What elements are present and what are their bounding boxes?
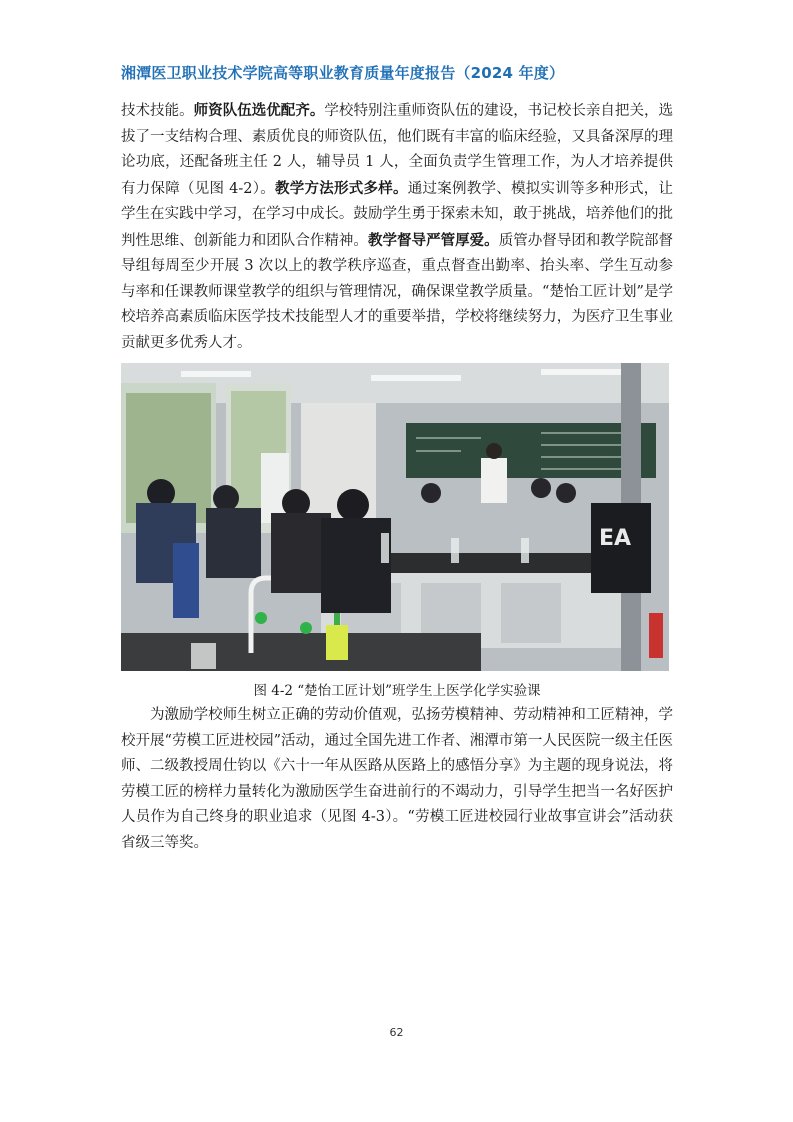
paragraph-text: 通过案例教学、模拟实训等多种形式，让学生在实践中学习，在学习中成长。鼓励学生勇于探索未知，敢于挑战，培养他们的批判性思维、创新能力和团队合作精神。 bbox=[121, 180, 673, 249]
paragraph-text: 学校特别注重师资队伍的建设，书记校长亲自把关，选拔了一支结构合理、素质优良的师资队伍，他们既有丰富的临床经验，又具备深厚的理论功底，还配备班主任 2 人，辅导员 1 人，全面负责学生管理工作，为人才培养提供有力保障（见图 4-2）。 bbox=[121, 103, 674, 197]
body-paragraph-2: 为激励学校师生树立正确的劳动价值观，弘扬劳模精神、劳动精神和工匠精神，学校开展“劳模工匠进校园”活动，通过全国先进工作者、湘潭市第一人民医院一级主任医师、二级教授周仕钧以《六十一年从医路从医路上的感悟分享》为主题的现身说法，将劳模工匠的榜样力量转化为激励医学生奋进前行的不竭动力，引导学生把当一名好医护人员作为自己终身的职业追求（见图 4-3）。“劳模工匠进校园行业故事宣讲会”活动获省级三等奖。 bbox=[121, 707, 673, 851]
bold-heading-teachers: 师资队伍选优配齐。 bbox=[193, 102, 325, 119]
paragraph-text: 技术技能。 bbox=[121, 103, 194, 119]
paragraph-text: 质管办督导团和教学院部督导组每周至少开展 3 次以上的教学秩序巡查，重点督查出勤率、抬头率、学生互动参与率和任课教师课堂教学的组织与管理情况，确保课堂教学质量。“楚怡工匠计划”是学校培养高素质临床医学技术技能型人才的重要举措，学校将继续努力，为医疗卫生事业贡献更多优秀人才。 bbox=[121, 232, 674, 351]
report-header-title: 湘潭医卫职业技术学院高等职业教育质量年度报告（2024 年度） bbox=[121, 64, 565, 82]
photo-shirt-lettering: EA bbox=[599, 526, 632, 551]
bold-heading-supervision: 教学督导严管厚爱。 bbox=[367, 231, 499, 249]
body-paragraph-1 bbox=[121, 98, 673, 356]
page-number: 62 bbox=[389, 1026, 404, 1039]
figure-caption: 图 4-2 “楚怡工匠计划”班学生上医学化学实验课 bbox=[253, 683, 541, 699]
lab-class-photo bbox=[121, 363, 669, 671]
bold-heading-methods: 教学方法形式多样。 bbox=[274, 179, 408, 197]
